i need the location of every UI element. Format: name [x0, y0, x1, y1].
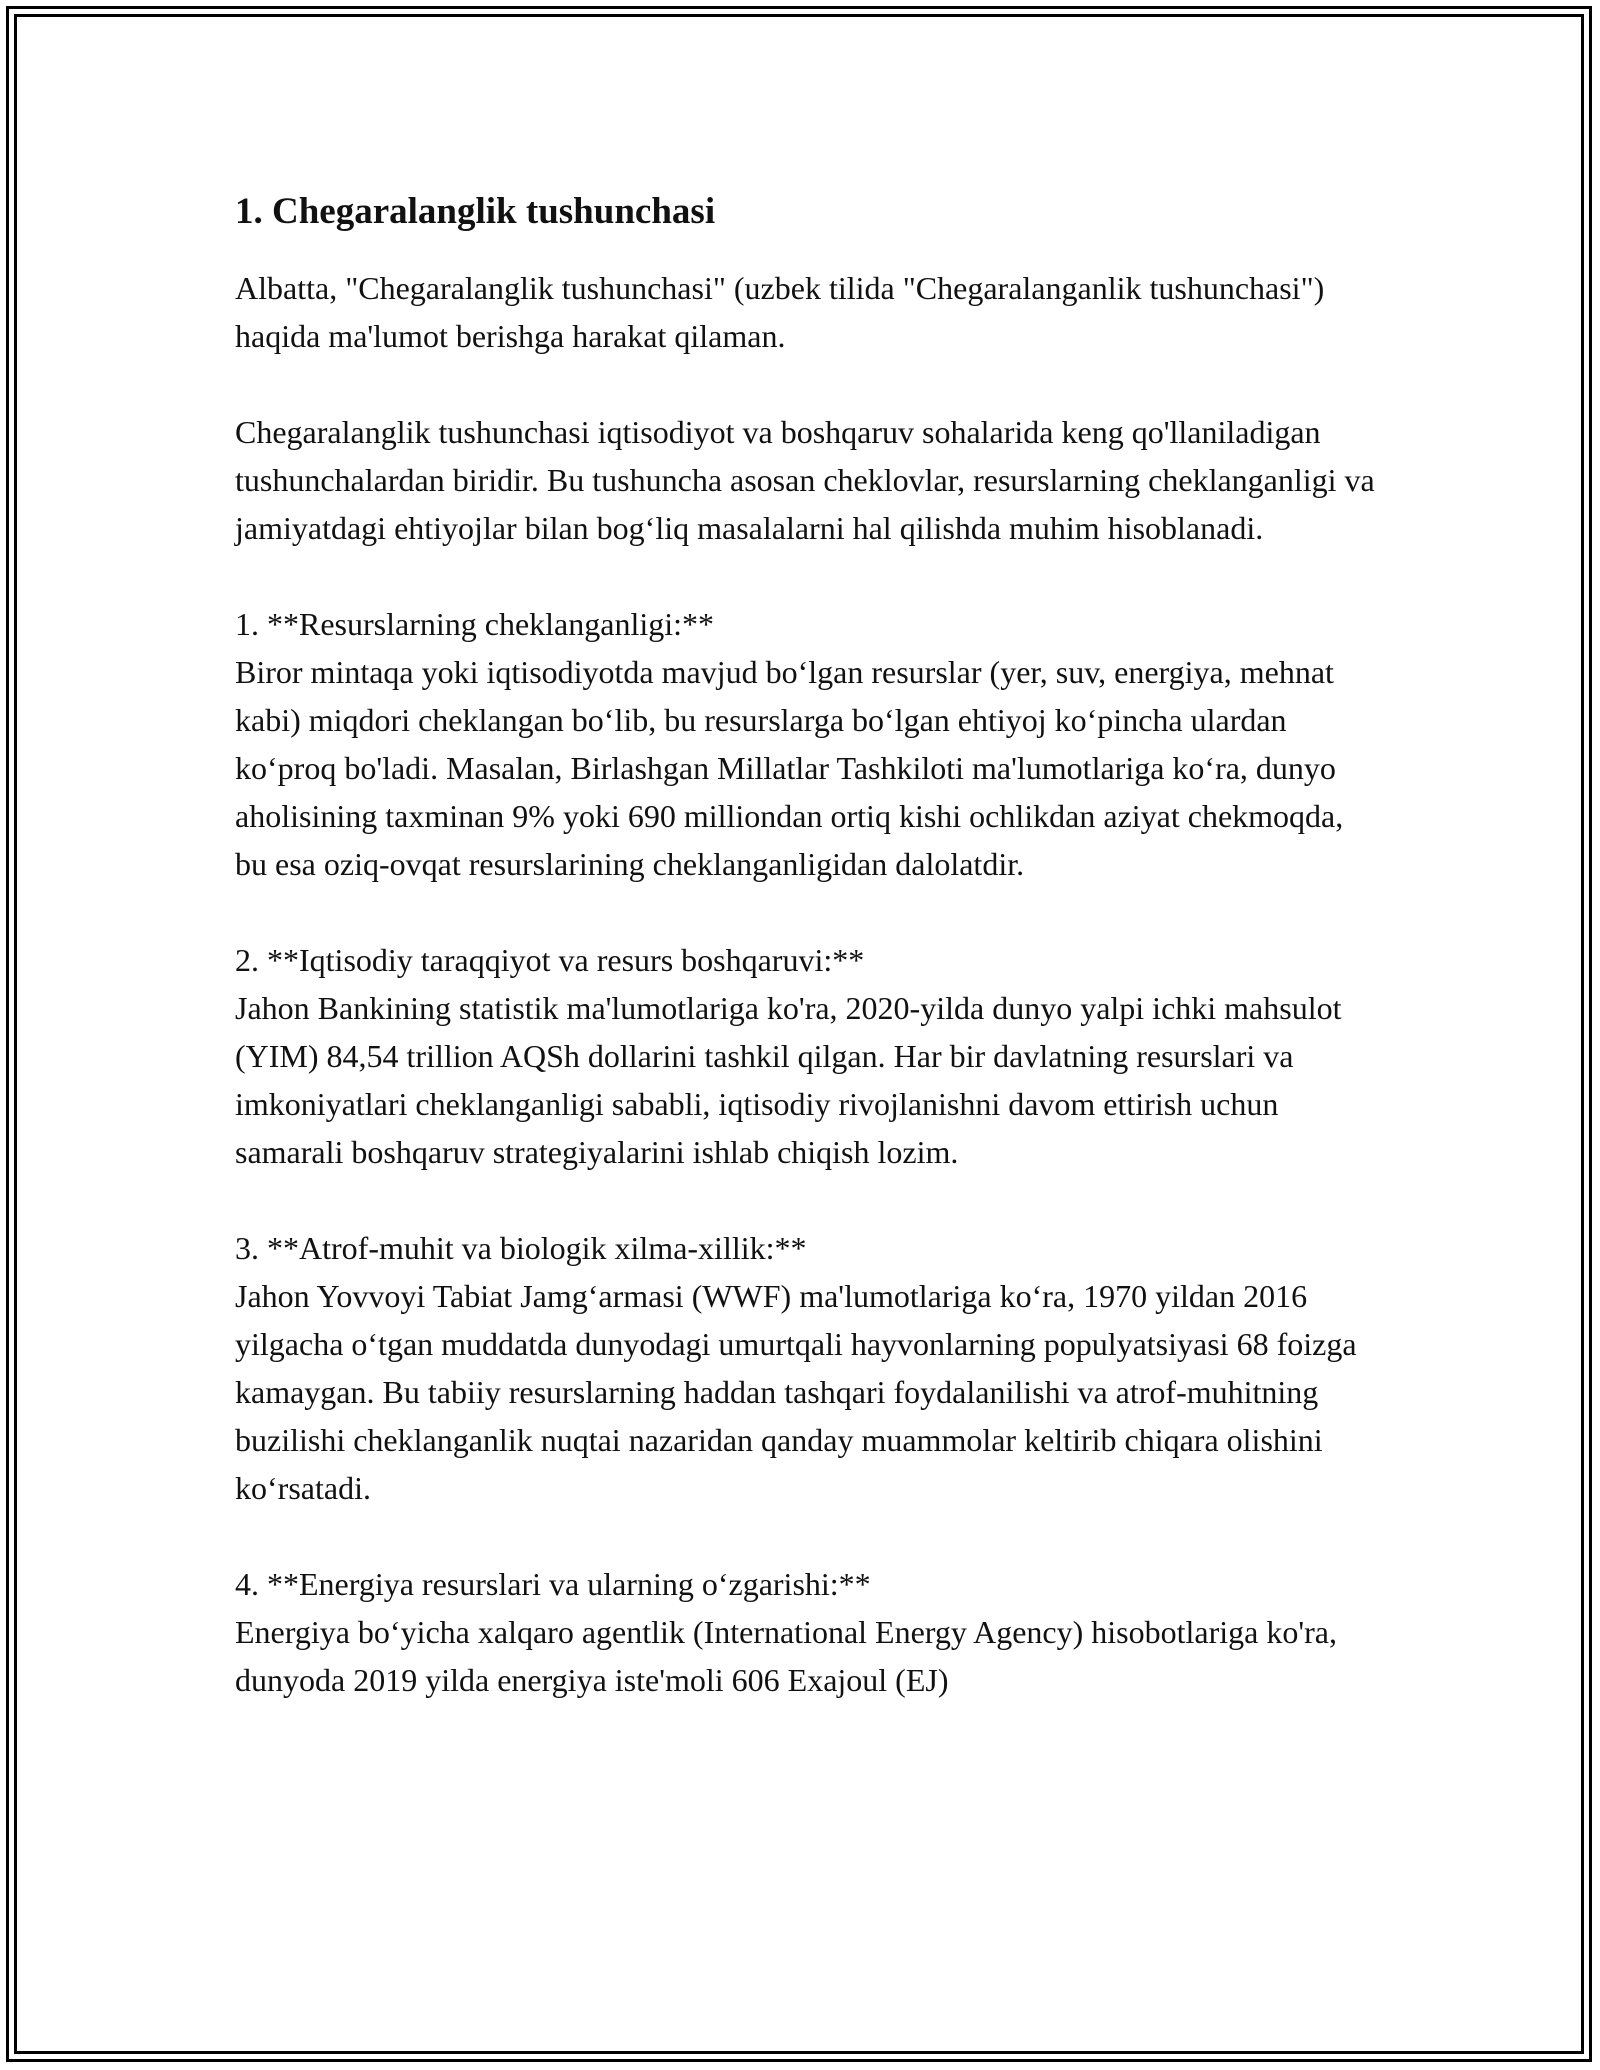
- document-title: 1. Chegaralanglik tushunchasi: [235, 191, 716, 232]
- list-item-economic-development: 2. **Iqtisodiy taraqqiyot va resurs boshqaruvi:** Jahon Bankining statistik ma'lumotlariga ko'ra, 2020-yilda dunyo yalpi ichki mahsulot (YIM) 84,54 trillion AQSh dollarini tashkil qilgan. Har bir davlatning resurslari va imkoniyatlari cheklanganligi sababli, iqtisodiy rivojlanishni davom ettirish uchun samarali boshqaruv strategiyalarini ishlab chiqish lozim.: [235, 942, 1342, 1170]
- document-body: [235, 188, 1375, 1752]
- list-item-energy: 4. **Energiya resurslari va ularning o‘zgarishi:** Energiya bo‘yicha xalqaro agentlik (International Energy Agency) hisobotlariga ko'ra, dunyoda 2019 yilda energiya iste'moli 606 Exajoul (EJ): [235, 1566, 1337, 1698]
- list-item-resources: 1. **Resurslarning cheklanganligi:** Biror mintaqa yoki iqtisodiyotda mavjud bo‘lgan resurslar (yer, suv, energiya, mehnat kabi) miqdori cheklangan bo‘lib, bu resurslarga bo‘lgan ehtiyoj ko‘pincha ulardan ko‘proq bo'ladi. Masalan, Birlashgan Millatlar Tashkiloti ma'lumotlariga ko‘ra, dunyo aholisining taxminan 9% yoki 690 milliondan ortiq kishi ochlikdan aziyat chekmoqda, bu esa oziq-ovqat resurslarining cheklanganligidan dalolatdir.: [235, 606, 1344, 882]
- intro-paragraph: Albatta, "Chegaralanglik tushunchasi" (uzbek tilida "Chegaralanganlik tushunchasi") haqida ma'lumot berishga harakat qilaman.: [235, 270, 1325, 354]
- definition-paragraph: Chegaralanglik tushunchasi iqtisodiyot va boshqaruv sohalarida keng qo'llaniladigan tushunchalardan biridir. Bu tushuncha asosan cheklovlar, resurslarning cheklanganligi va jamiyatdagi ehtiyojlar bilan bog‘liq masalalarni hal qilishda muhim hisoblanadi.: [235, 414, 1375, 546]
- list-item-environment: 3. **Atrof-muhit va biologik xilma-xillik:** Jahon Yovvoyi Tabiat Jamg‘armasi (WWF) ma'lumotlariga ko‘ra, 1970 yildan 2016 yilgacha o‘tgan muddatda dunyodagi umurtqali hayvonlarning populyatsiyasi 68 foizga kamaygan. Bu tabiiy resurslarning haddan tashqari foydalanilishi va atrof-muhitning buzilishi cheklanganlik nuqtai nazaridan qanday muammolar keltirib chiqara olishini ko‘rsatadi.: [235, 1230, 1357, 1506]
